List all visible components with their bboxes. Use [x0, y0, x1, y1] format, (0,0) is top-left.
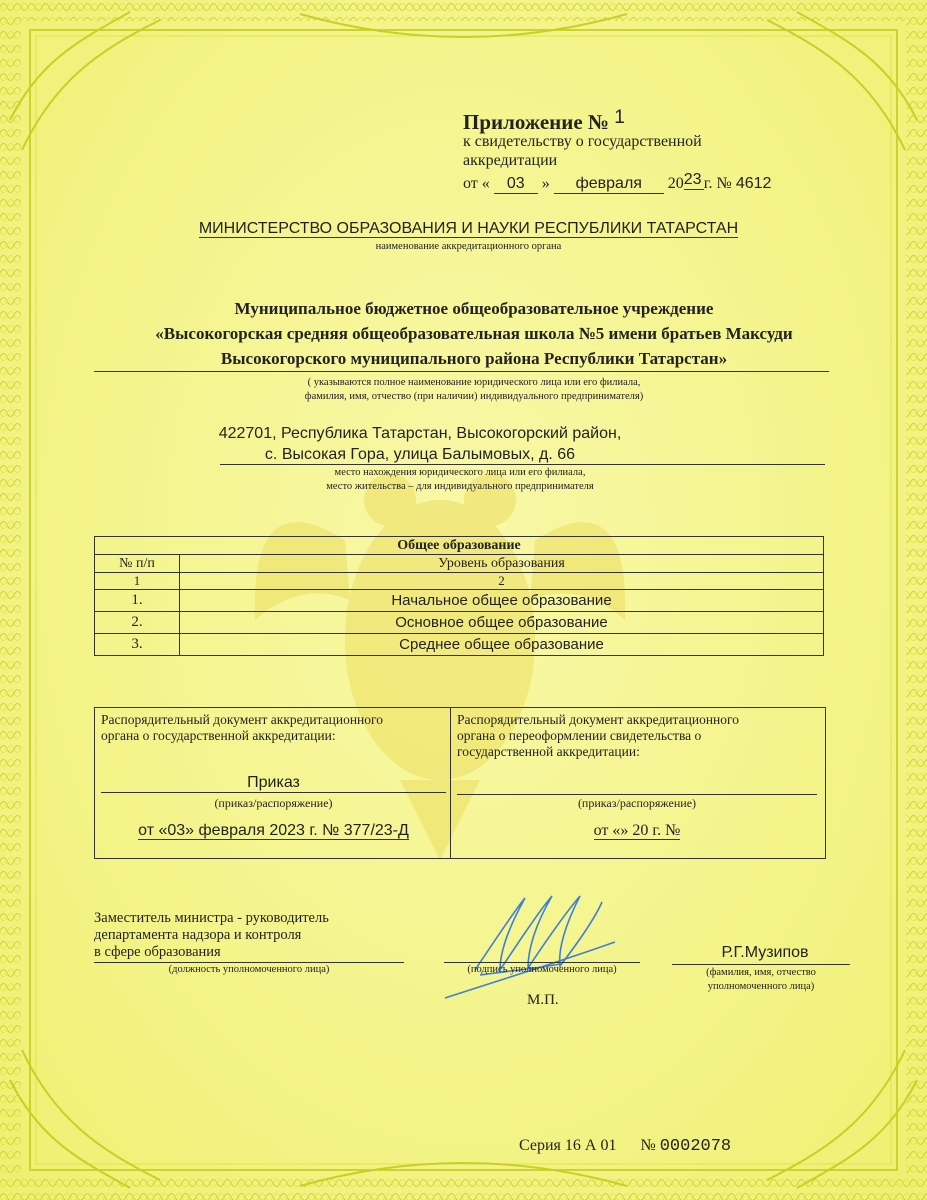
organization-line3: Высокогорского муниципального района Республики Татарстан»	[220, 349, 728, 368]
address-underline	[220, 464, 825, 465]
col-level-index: 2	[180, 573, 824, 590]
orders-box	[94, 707, 826, 859]
table-section-row	[95, 537, 824, 555]
date-day: 03	[494, 175, 538, 194]
row-level: Начальное общее образование	[180, 590, 824, 612]
order-right-heading2: органа о переоформлении свидетельства о	[457, 728, 702, 743]
organization-caption2: фамилия, имя, отчество (при наличии) индивидуального предпринимателя)	[304, 391, 644, 402]
order-right-heading1: Распорядительный документ аккредитационного	[457, 712, 739, 727]
signature-underline	[444, 962, 640, 963]
row-level: Среднее общее образование	[180, 634, 824, 656]
col-num-index: 1	[95, 573, 180, 590]
series-label: Серия 16 А 01	[519, 1137, 617, 1154]
order-right-heading	[457, 712, 739, 760]
orders-divider	[450, 708, 451, 858]
address-line1: 422701, Республика Татарстан, Высокогорский район,	[218, 425, 622, 442]
position-caption: (должность уполномоченного лица)	[168, 964, 330, 975]
address-line2: с. Высокая Гора, улица Балымовых, д. 66	[264, 446, 576, 463]
signature-scribble	[440, 880, 620, 1010]
date-month: февраля	[554, 175, 664, 194]
authority-name-text: МИНИСТЕРСТВО ОБРАЗОВАНИЯ И НАУКИ РЕСПУБЛИКИ ТАТАРСТАН	[198, 220, 739, 237]
order-left-doc-type: Приказ	[101, 774, 446, 793]
authority-name	[150, 220, 787, 238]
organization-caption1: ( указываются полное наименование юридического лица или его филиала,	[307, 377, 641, 388]
table-section-title: Общее образование	[95, 537, 824, 555]
order-right-caption: (приказ/распоряжение)	[577, 796, 697, 810]
signature-caption: (подпись уполномоченного лица)	[467, 964, 617, 975]
name-caption1: (фамилия, имя, отчество	[706, 967, 816, 978]
series	[519, 1137, 731, 1156]
row-num: 1.	[95, 590, 180, 612]
address	[140, 423, 700, 465]
appendix-title	[463, 107, 625, 135]
order-right-date	[457, 822, 817, 840]
table-row	[95, 590, 824, 612]
col-level-header: Уровень образования	[180, 555, 824, 573]
certificate-number: 4612	[735, 175, 772, 192]
signer-position2: департамента надзора и контроля	[94, 927, 302, 943]
signer-position	[94, 910, 329, 961]
table-row	[95, 612, 824, 634]
row-level: Основное общее образование	[180, 612, 824, 634]
order-right-heading3: государственной аккредитации:	[457, 744, 640, 759]
date-year: 23	[684, 171, 704, 190]
order-left-date-text: от «03» февраля 2023 г. № 377/23-Д	[138, 822, 409, 839]
table-index-row	[95, 573, 824, 590]
name-underline	[672, 964, 850, 965]
position-underline	[94, 962, 404, 963]
signer-name: Р.Г.Музипов	[721, 944, 809, 961]
order-right	[457, 708, 817, 858]
signer-position3: в сфере образования	[94, 944, 221, 960]
signer-position1: Заместитель министра - руководитель	[94, 910, 329, 926]
year-suffix: г. №	[703, 175, 732, 192]
education-levels-table	[94, 536, 824, 656]
organization-caption	[94, 376, 854, 404]
order-right-line	[457, 794, 817, 795]
appendix-title-label: Приложение №	[463, 110, 610, 134]
order-left-caption: (приказ/распоряжение)	[214, 796, 333, 810]
appendix-line2: аккредитации	[463, 152, 558, 169]
appendix-number: 1	[614, 107, 625, 128]
organization-name	[94, 296, 854, 371]
order-right-date-text: от «» 20 г. №	[593, 822, 681, 839]
name-caption2: уполномоченного лица)	[707, 981, 815, 992]
stamp-label: М.П.	[527, 992, 559, 1008]
address-caption1: место нахождения юридического лица или его филиала,	[334, 467, 586, 478]
address-caption2: место жительства – для индивидуального предпринимателя	[326, 481, 594, 492]
order-left-heading2: органа о государственной аккредитации:	[101, 728, 336, 743]
organization-underline	[94, 371, 829, 372]
row-num: 2.	[95, 612, 180, 634]
date-mid: »	[541, 175, 550, 192]
appendix-date-line	[463, 171, 772, 194]
order-left-date	[101, 822, 446, 840]
organization-line2: «Высокогорская средняя общеобразовательная школа №5 имени братьев Максуди	[155, 324, 793, 343]
table-row	[95, 634, 824, 656]
series-number: 0002078	[659, 1137, 732, 1156]
table-header-row	[95, 555, 824, 573]
order-left-heading1: Распорядительный документ аккредитационного	[101, 712, 383, 727]
col-num-header: № п/п	[95, 555, 180, 573]
name-caption	[672, 966, 850, 994]
appendix-line1: к свидетельству о государственной	[463, 133, 702, 150]
series-no-label: №	[640, 1137, 656, 1154]
address-caption	[200, 466, 720, 494]
row-num: 3.	[95, 634, 180, 656]
organization-line1: Муниципальное бюджетное общеобразовательное учреждение	[234, 299, 714, 318]
date-prefix: от «	[463, 175, 490, 192]
order-left-heading	[101, 712, 383, 744]
year-prefix: 20	[667, 175, 684, 192]
order-left	[101, 708, 446, 858]
authority-caption: наименование аккредитационного органа	[375, 241, 562, 252]
